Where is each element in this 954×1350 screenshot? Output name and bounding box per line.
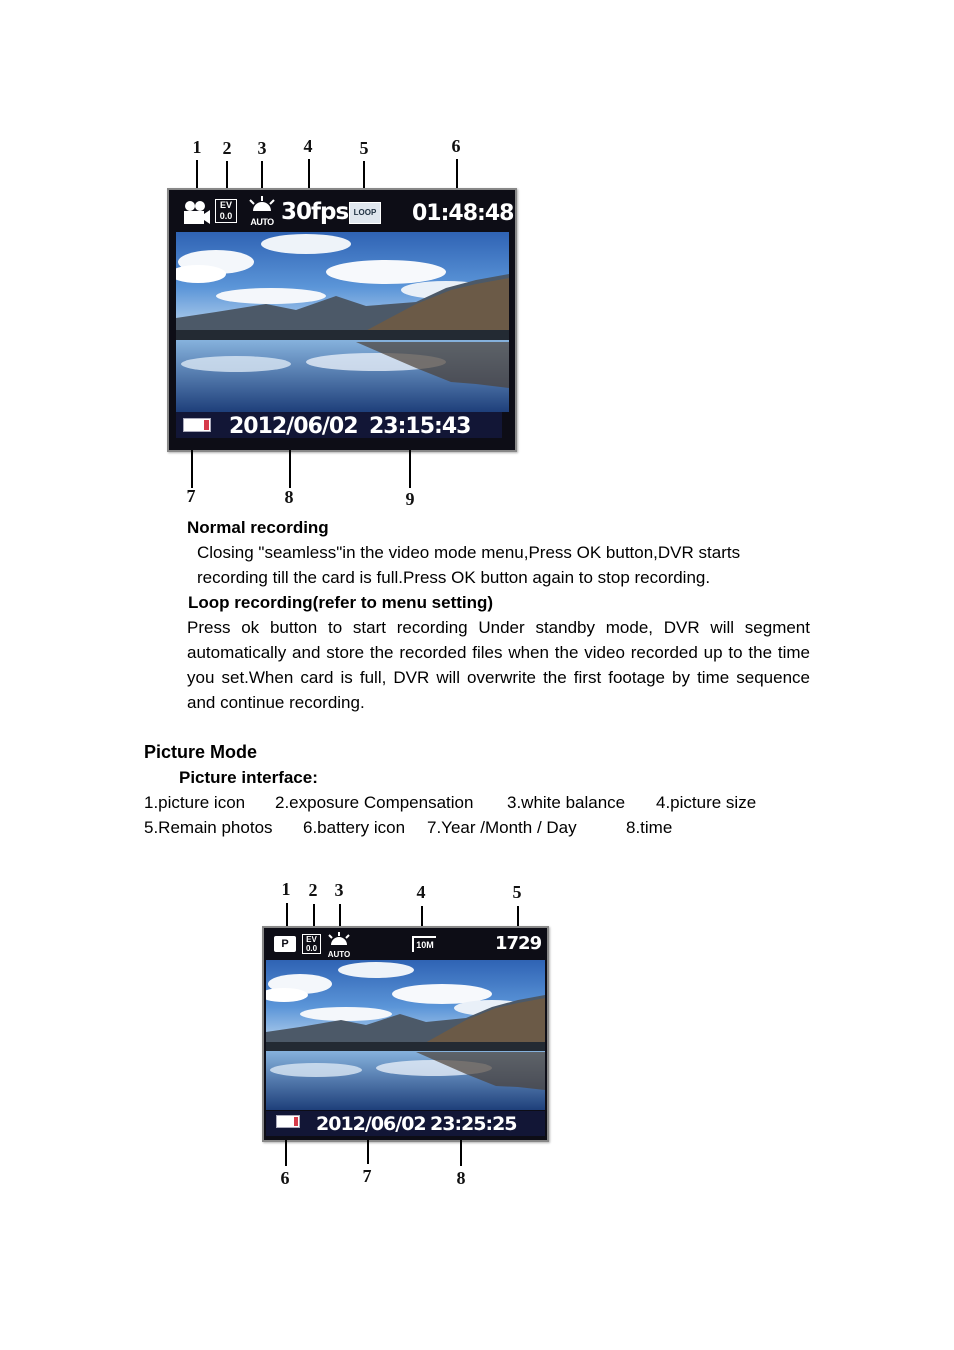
fps-readout: 30fps xyxy=(281,199,349,225)
legend-item: 1.picture icon xyxy=(144,793,246,812)
normal-recording-heading: Normal recording xyxy=(187,518,329,537)
callout-4: 4 xyxy=(416,882,426,902)
callout-7: 7 xyxy=(186,486,196,506)
exposure-compensation-icon: EV 0.0 xyxy=(302,934,321,954)
white-balance-auto-icon: AUTO xyxy=(247,196,277,224)
landscape-preview xyxy=(176,232,509,412)
callout-3: 3 xyxy=(334,880,344,900)
callout-line-2 xyxy=(313,904,315,927)
white-balance-auto-icon: AUTO xyxy=(326,932,352,956)
loop-recording-body: Press ok button to start recording Under standby mode, DVR will segment automatically and store the recorded files when the video recorded up to the time you set.When card is full, DVR will overwrite the first footage by time sequence and continue recording. xyxy=(187,618,810,712)
callout-2: 2 xyxy=(308,880,318,900)
callout-9: 9 xyxy=(405,489,415,509)
callout-line-4 xyxy=(421,906,423,927)
time-readout: 23:25:25 xyxy=(430,1113,517,1135)
callout-line-5 xyxy=(517,906,519,927)
date-readout: 2012/06/02 xyxy=(316,1113,426,1135)
callout-1: 1 xyxy=(281,879,291,899)
remaining-photos: 1729 xyxy=(495,933,542,954)
callout-3: 3 xyxy=(257,138,267,158)
callout-line-6 xyxy=(285,1140,287,1166)
picture-interface-subtitle: Picture interface: xyxy=(179,768,318,787)
callout-line-9 xyxy=(409,450,411,488)
callout-line-8 xyxy=(289,450,291,488)
picture-size-icon: 10M xyxy=(412,936,436,952)
callout-4: 4 xyxy=(303,136,313,156)
legend-item: 8.time xyxy=(626,818,673,837)
video-camera-icon xyxy=(181,200,211,226)
battery-icon xyxy=(183,418,211,432)
legend-item: 6.battery icon xyxy=(303,818,406,837)
callout-8: 8 xyxy=(456,1168,466,1188)
normal-recording-body: Closing "seamless"in the video mode menu,Press OK button,DVR starts recording till the card is full.Press OK button again to stop recording. xyxy=(197,543,741,587)
callout-7: 7 xyxy=(362,1166,372,1186)
callout-line-1 xyxy=(286,903,288,927)
picture-mode-icon: P xyxy=(274,936,296,952)
callout-6: 6 xyxy=(451,136,461,156)
callout-line-7 xyxy=(191,450,193,488)
time-readout: 23:15:43 xyxy=(369,414,471,439)
loop-recording-icon: LOOP xyxy=(349,202,381,224)
legend-item: 2.exposure Compensation xyxy=(275,793,474,812)
callout-6: 6 xyxy=(280,1168,290,1188)
picture-screen xyxy=(262,926,549,1142)
callout-8: 8 xyxy=(284,487,294,507)
callout-5: 5 xyxy=(359,138,369,158)
loop-recording-heading: Loop recording(refer to menu setting) xyxy=(188,593,494,612)
video-screen xyxy=(167,188,517,452)
date-readout: 2012/06/02 xyxy=(229,414,358,439)
callout-2: 2 xyxy=(222,138,232,158)
callout-line-8 xyxy=(460,1140,462,1166)
legend-item: 4.picture size xyxy=(656,793,757,812)
exposure-compensation-icon: EV 0.0 xyxy=(215,199,237,223)
elapsed-time: 01:48:48 xyxy=(412,201,514,226)
callout-line-3 xyxy=(339,904,341,927)
landscape-preview xyxy=(266,960,545,1110)
callout-line-7 xyxy=(367,1140,369,1164)
picture-mode-title: Picture Mode xyxy=(144,742,258,762)
legend-item: 7.Year /Month / Day xyxy=(427,818,577,837)
legend-item: 3.white balance xyxy=(507,793,626,812)
legend-item: 5.Remain photos xyxy=(144,818,273,837)
callout-1: 1 xyxy=(192,137,202,157)
callout-5: 5 xyxy=(512,882,522,902)
battery-icon xyxy=(276,1115,300,1128)
